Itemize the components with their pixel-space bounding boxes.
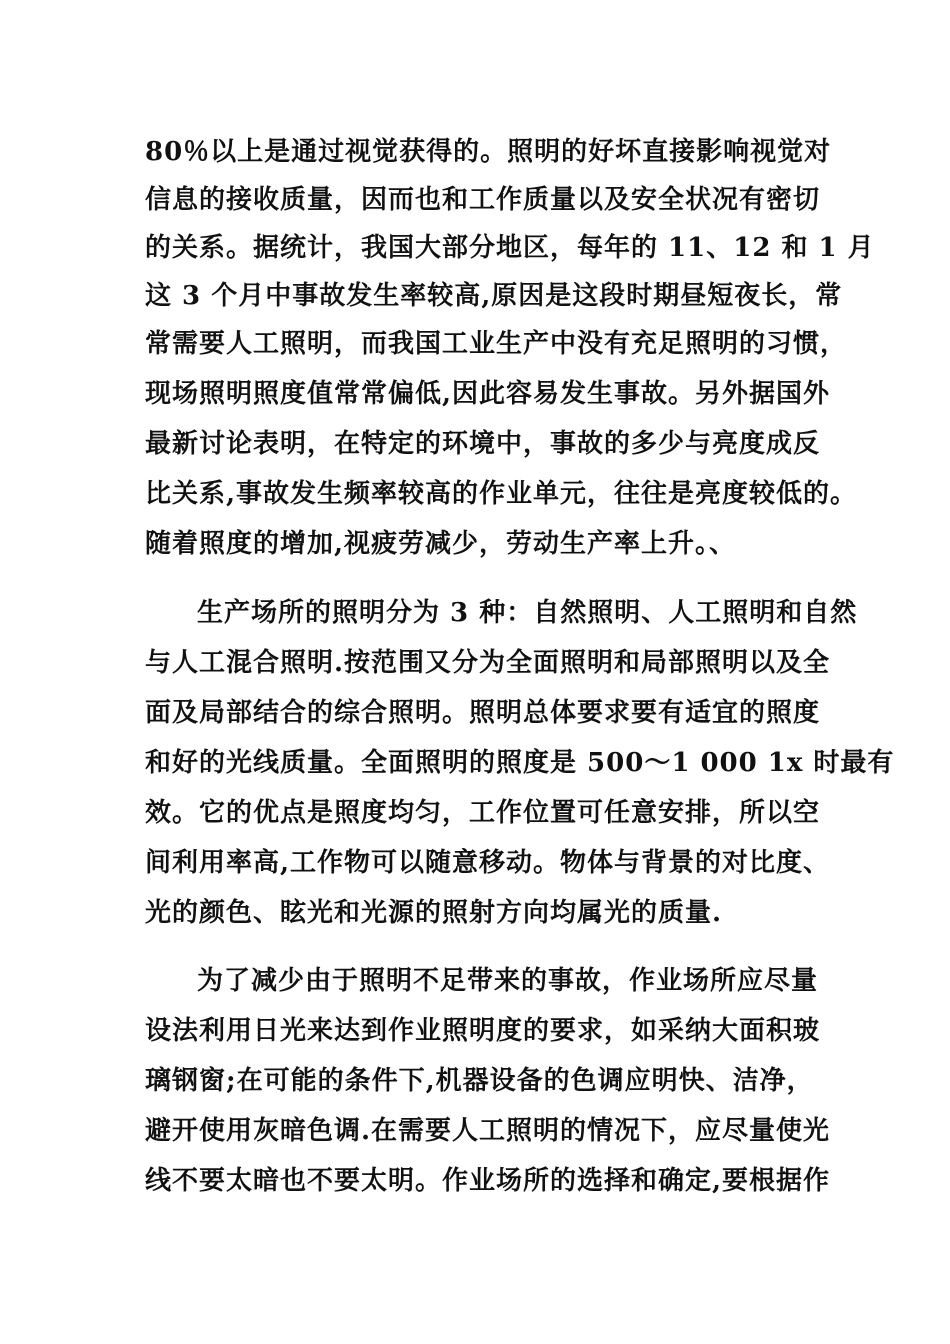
paragraph-1-line-6: 现场照明照度值常常偏低,因此容易发生事故。另外据国外 [145,379,831,409]
paragraph-2-line-7: 光的颜色、眩光和光源的照射方向均属光的质量. [145,898,723,928]
paragraph-3-line-3: 璃钢窗;在可能的条件下,机器设备的色调应明快、洁净， [145,1066,814,1096]
paragraph-1-line-2: 信息的接收质量，因而也和工作质量以及安全状况有密切 [145,185,821,215]
paragraph-1-line-3: 的关系。据统计，我国大部分地区，每年的 11、12 和 1 月 [145,233,875,263]
paragraph-1-line-4: 这 3 个月中事故发生率较高,原因是这段时期昼短夜长，常 [145,281,843,311]
paragraph-2-line-6: 间利用率高,工作物可以随意移动。物体与背景的对比度、 [145,848,831,878]
paragraph-3-line-5: 线不要太暗也不要太明。作业场所的选择和确定,要根据作 [145,1166,831,1196]
paragraph-1-line-1: 80％以上是通过视觉获得的。照明的好坏直接影响视觉对 [145,137,832,167]
paragraph-2-line-2: 与人工混合照明.按范围又分为全面照明和局部照明以及全 [145,648,831,678]
paragraph-1-line-9: 随着照度的增加,视疲劳减少，劳动生产率上升。、 [145,529,737,559]
paragraph-1-line-8: 比关系,事故发生频率较高的作业单元，往往是亮度较低的。 [145,479,858,509]
paragraph-2-line-3: 面及局部结合的综合照明。照明总体要求要有适宜的照度 [145,698,821,728]
paragraph-1-line-5: 常需要人工照明，而我国工业生产中没有充足照明的习惯， [145,329,848,359]
paragraph-3-line-4: 避开使用灰暗色调.在需要人工照明的情况下，应尽量使光 [145,1116,831,1146]
paragraph-2-line-5: 效。它的优点是照度均匀，工作位置可任意安排，所以空 [145,798,821,828]
paragraph-1-line-7: 最新讨论表明，在特定的环境中，事故的多少与亮度成反 [145,429,821,459]
paragraph-2-line-4: 和好的光线质量。全面照明的照度是 500～1 000 1x 时最有 [145,748,895,778]
paragraph-3-line-2: 设法利用日光来达到作业照明度的要求，如采纳大面积玻 [145,1016,821,1046]
paragraph-3-line-1: 为了减少由于照明不足带来的事故，作业场所应尽量 [197,966,819,996]
paragraph-2-line-1: 生产场所的照明分为 3 种：自然照明、人工照明和自然 [197,598,858,628]
